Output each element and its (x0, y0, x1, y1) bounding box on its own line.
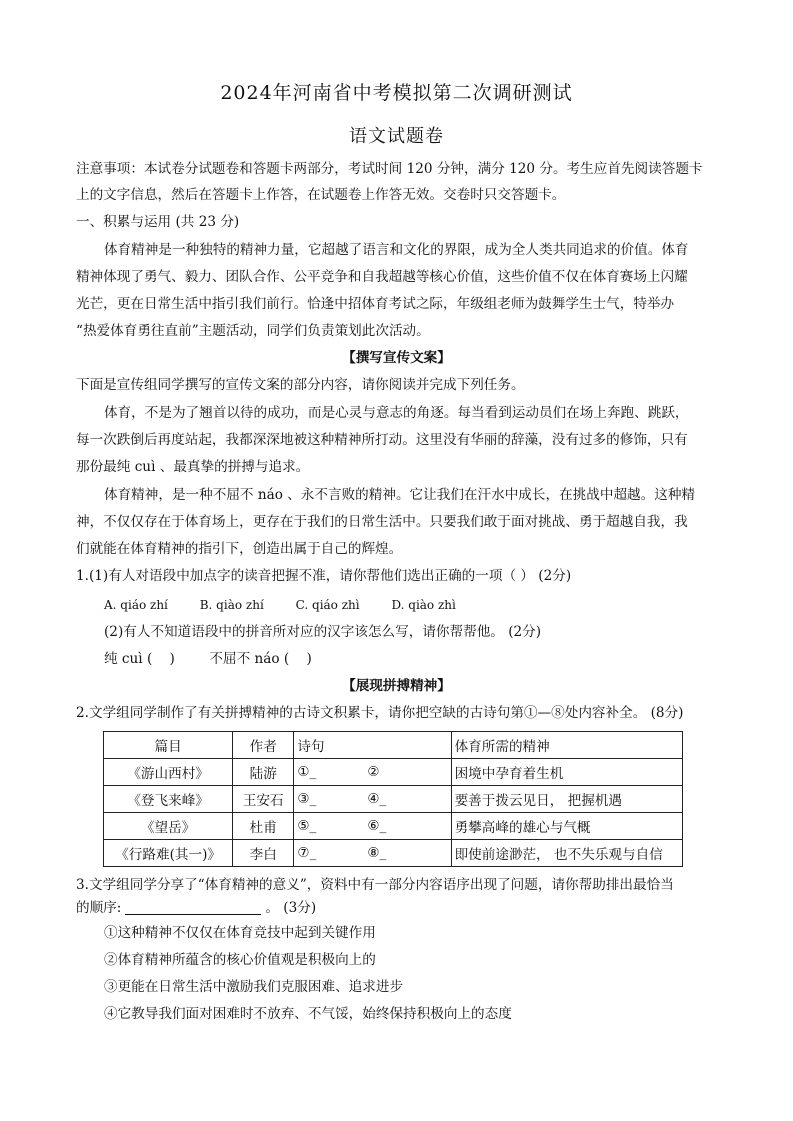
poem-title: 《游山西村》 (104, 759, 233, 786)
blank-7[interactable]: ⑦_ (297, 845, 317, 861)
blank-5[interactable]: ⑤_ (297, 818, 317, 834)
table-header: 诗句 (294, 732, 451, 759)
option-d[interactable]: D. qiào zhì (391, 598, 456, 612)
sentence-item: ②体育精神所蕴含的核心价值观是积极向上的 (104, 952, 376, 968)
poem-author: 李白 (233, 840, 294, 867)
passage-line: 们就能在体育精神的指引下，创造出属于自己的辉煌。 (76, 541, 403, 557)
spirit-text: 即使前途渺茫， 也不失乐观与自信 (451, 840, 682, 867)
part-heading: 【撰写宣传文案】 (342, 350, 451, 366)
option-a[interactable]: A. qiáo zhí (104, 598, 168, 612)
poem-author: 王安石 (233, 786, 294, 813)
poem-author: 杜甫 (233, 813, 294, 840)
order-suffix: 。 (3分) (265, 900, 317, 916)
passage-line: 每一次跌倒后再度站起，我都深深地被这种精神所打动。这里没有华丽的辞藻，没有过多的修饰，只有 (76, 432, 688, 448)
sentence-item: ④它教导我们面对困难时不放弃、不气馁，始终保持积极向上的态度 (104, 1006, 512, 1022)
exam-title: 2024年河南省中考模拟第二次调研测试 (220, 82, 573, 104)
blank-1[interactable]: ①_ (297, 764, 317, 780)
spirit-text: 困境中孕育着生机 (451, 759, 682, 786)
table-header: 作者 (233, 732, 294, 759)
option-b[interactable]: B. qiào zhí (199, 598, 264, 612)
blank-8[interactable]: ⑧_ (367, 845, 387, 861)
question-1-fill[interactable]: 纯 cuì ( ) 不屈不 náo ( ) (104, 651, 312, 667)
option-c[interactable]: C. qiáo zhì (295, 598, 360, 612)
blank-4[interactable]: ④_ (367, 791, 387, 807)
poem-title: 《登飞来峰》 (104, 786, 233, 813)
passage-line: 体育，不是为了翘首以待的成功，而是心灵与意志的角逐。每当看到运动员们在场上奔跑、跳跃， (104, 405, 689, 421)
intro-line: 精神体现了勇气、毅力、团队合作、公平竞争和自我超越等核心价值，这些价值不仅在体育赛场上闪耀 (76, 269, 688, 285)
poem-author: 陆游 (233, 759, 294, 786)
spirit-text: 勇攀高峰的雄心与气概 (451, 813, 682, 840)
exam-subtitle: 语文试题卷 (349, 126, 444, 147)
question-1-sub2: (2)有人不知道语段中的拼音所对应的汉字该怎么写，请你帮帮他。 (2分) (104, 624, 542, 640)
table-row (104, 786, 683, 813)
section-heading: 一、积累与运用 (共 23 分) (76, 214, 240, 230)
question-3-order (76, 899, 718, 917)
table-header: 篇目 (104, 732, 233, 759)
question-3-stem: 3.文学组同学分享了“体育精神的意义”，资料中有一部分内容语序出现了问题，请你帮助排出最恰当 (76, 877, 674, 893)
poetry-table (103, 731, 683, 867)
order-answer-blank[interactable] (125, 900, 261, 915)
notice-line: 上的文字信息，然后在答题卡上作答，在试题卷上作答无效。交卷时只交答题卡。 (76, 187, 566, 203)
table-row (104, 813, 683, 840)
blank-6[interactable]: ⑥_ (367, 818, 387, 834)
poem-blanks[interactable] (294, 813, 451, 840)
passage-line: 体育精神，是一种不屈不 náo 、永不言败的精神。它让我们在汗水中成长，在挑战中超越。这种精 (104, 487, 696, 503)
notice-line: 注意事项：本试卷分试题卷和答题卡两部分，考试时间 120 分钟，满分 120 分。考生应首先阅读答题卡 (76, 161, 703, 177)
intro-line: 体育精神是一种独特的精神力量，它超越了语言和文化的界限，成为全人类共同追求的价值。体育 (104, 242, 689, 258)
order-prefix: 的顺序: (76, 900, 122, 916)
question-1-stem: 1.(1)有人对语段中加点字的读音把握不准，请你帮他们选出正确的一项（ ） (2分) (76, 568, 572, 584)
poem-blanks[interactable] (294, 786, 451, 813)
question-1-options (104, 596, 746, 614)
intro-line: 光芒，更在日常生活中指引我们前行。恰逢中招体育考试之际，年级组老师为鼓舞学生士气，特举办 (76, 296, 675, 312)
poem-title: 《行路难(其一)》 (104, 840, 233, 867)
sentence-item: ③更能在日常生活中激励我们克服困难、追求进步 (104, 979, 404, 995)
poem-blanks[interactable] (294, 840, 451, 867)
part-lead: 下面是宣传组同学撰写的宣传文案的部分内容，请你阅读并完成下列任务。 (76, 377, 525, 393)
blank-2[interactable]: ② (367, 764, 380, 780)
table-row (104, 840, 683, 867)
table-header: 体育所需的精神 (451, 732, 682, 759)
question-2-stem: 2.文学组同学制作了有关拼搏精神的古诗文积累卡，请你把空缺的古诗句第①—⑧处内容补全。 (8分) (76, 705, 684, 721)
sentence-item: ①这种精神不仅仅在体育竞技中起到关键作用 (104, 925, 376, 941)
part-heading: 【展现拼搏精神】 (342, 678, 451, 694)
blank-3[interactable]: ③_ (297, 791, 317, 807)
passage-line: 那份最纯 cuì 、最真挚的拼搏与追求。 (76, 459, 310, 475)
spirit-text: 要善于拨云见日， 把握机遇 (451, 786, 682, 813)
poem-title: 《望岳》 (104, 813, 233, 840)
table-header-row (104, 732, 683, 759)
poem-blanks[interactable] (294, 759, 451, 786)
table-row (104, 759, 683, 786)
intro-line: “热爱体育勇往直前”主题活动，同学们负责策划此次活动。 (76, 323, 430, 339)
passage-line: 神，不仅仅存在于体育场上，更存在于我们的日常生活中。只要我们敢于面对挑战、勇于超越自我，我 (76, 514, 688, 530)
